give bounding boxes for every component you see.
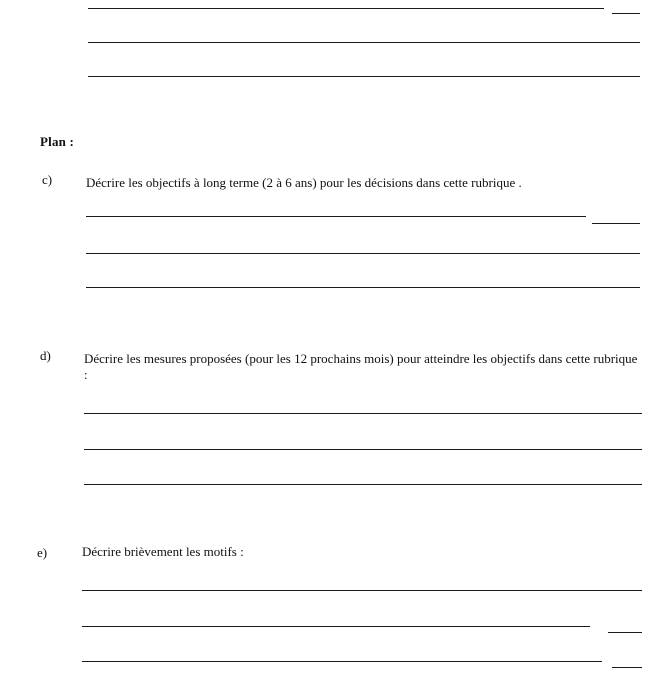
item-text-e: Décrire brièvement les motifs : — [82, 544, 244, 559]
answer-line[interactable] — [86, 253, 640, 254]
answer-line[interactable] — [86, 216, 586, 217]
answer-line[interactable] — [86, 287, 640, 288]
item-letter-c: c) — [42, 172, 53, 187]
item-letter-d: d) — [40, 348, 51, 363]
answer-line-tail — [612, 13, 640, 14]
answer-line-tail — [608, 632, 642, 633]
plan-heading: Plan : — [40, 134, 75, 149]
answer-line[interactable] — [82, 661, 602, 662]
answer-line[interactable] — [84, 413, 642, 414]
answer-line[interactable] — [82, 590, 642, 591]
item-text-d: Décrire les mesures proposées (pour les 12 prochains mois) pour atteindre les objectifs dans cette rubrique : — [84, 351, 638, 382]
answer-line-tail — [612, 667, 642, 668]
answer-line[interactable] — [88, 42, 640, 43]
answer-line-tail — [592, 223, 640, 224]
answer-line[interactable] — [88, 76, 640, 77]
answer-line[interactable] — [84, 449, 642, 450]
item-text-c: Décrire les objectifs à long terme (2 à 6 ans) pour les décisions dans cette rubrique . — [86, 175, 522, 190]
answer-line[interactable] — [88, 8, 604, 9]
answer-line[interactable] — [84, 484, 642, 485]
item-letter-e: e) — [37, 545, 48, 560]
answer-line[interactable] — [82, 626, 590, 627]
